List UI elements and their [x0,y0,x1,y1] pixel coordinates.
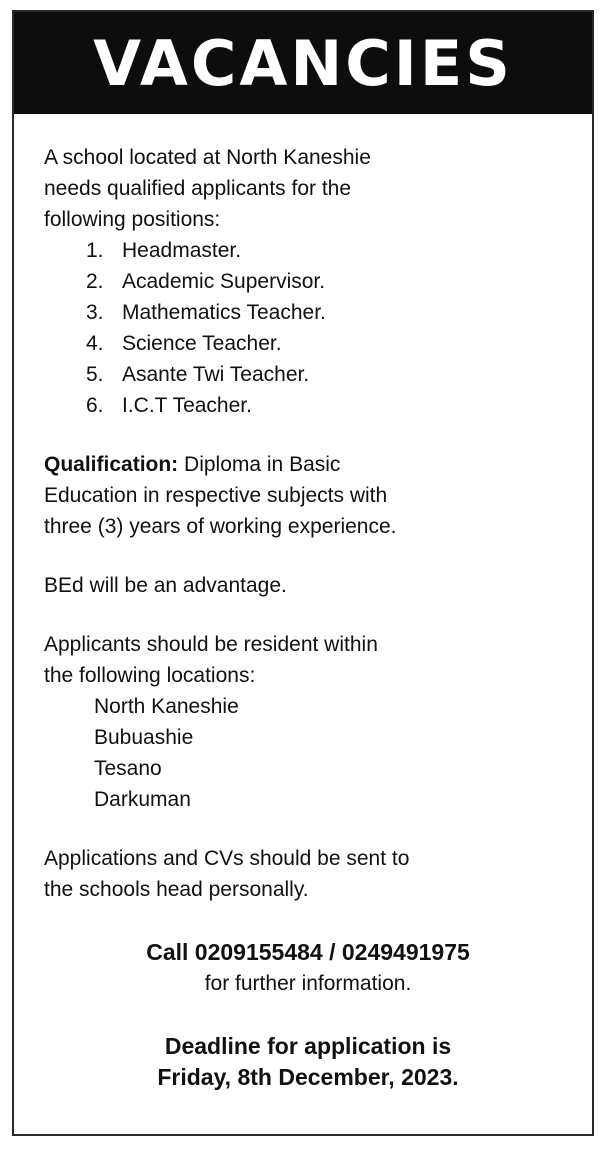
list-item [86,359,572,390]
residence-line: the following locations: [44,664,256,687]
list-item: Tesano [94,757,162,780]
list-item: North Kaneshie [94,695,239,718]
residence-line: Applicants should be resident within [44,633,378,656]
submission-text [44,843,572,905]
list-item [86,390,572,421]
intro-line: following positions: [44,208,221,231]
qualification-heading: Qualification: [44,453,179,476]
positions-list [44,235,572,421]
deadline-text [44,1031,572,1093]
list-item [86,266,572,297]
contact-phone: Call 0209155484 / 0249491975 [146,939,470,965]
position-label: Mathematics Teacher. [122,301,326,324]
qualification-text [44,449,572,542]
item-number: 2. [86,270,104,293]
qualification-line: three (3) years of working experience. [44,515,397,538]
contact-info: for further information. [204,972,412,995]
deadline-line: Friday, 8th December, 2023. [157,1064,459,1090]
list-item: Darkuman [94,788,191,811]
position-label: Headmaster. [122,239,242,262]
list-item [86,235,572,266]
item-number: 5. [86,363,104,386]
position-label: Academic Supervisor. [122,270,326,293]
vacancies-banner [14,12,592,114]
advert-body [14,114,592,1093]
qualification-line: Education in respective subjects with [44,484,388,507]
locations-list [44,691,572,815]
advantage-text: BEd will be an advantage. [44,574,287,597]
vacancy-advert [12,10,594,1136]
item-number: 6. [86,394,104,417]
intro-text [44,142,572,235]
list-item [86,328,572,359]
submission-line: Applications and CVs should be sent to [44,847,410,870]
residence-text [44,629,572,691]
list-item: Bubuashie [94,726,194,749]
position-label: I.C.T Teacher. [122,394,252,417]
position-label: Asante Twi Teacher. [122,363,310,386]
item-number: 4. [86,332,104,355]
deadline-line: Deadline for application is [164,1033,452,1059]
qualification-line: Diploma in Basic [178,453,341,476]
submission-line: the schools head personally. [44,878,309,901]
intro-line: needs qualified applicants for the [44,177,352,200]
page-title: VACANCIES [93,26,513,100]
item-number: 3. [86,301,104,324]
intro-line: A school located at North Kaneshie [44,146,371,169]
item-number: 1. [86,239,104,262]
position-label: Science Teacher. [122,332,282,355]
list-item [86,297,572,328]
